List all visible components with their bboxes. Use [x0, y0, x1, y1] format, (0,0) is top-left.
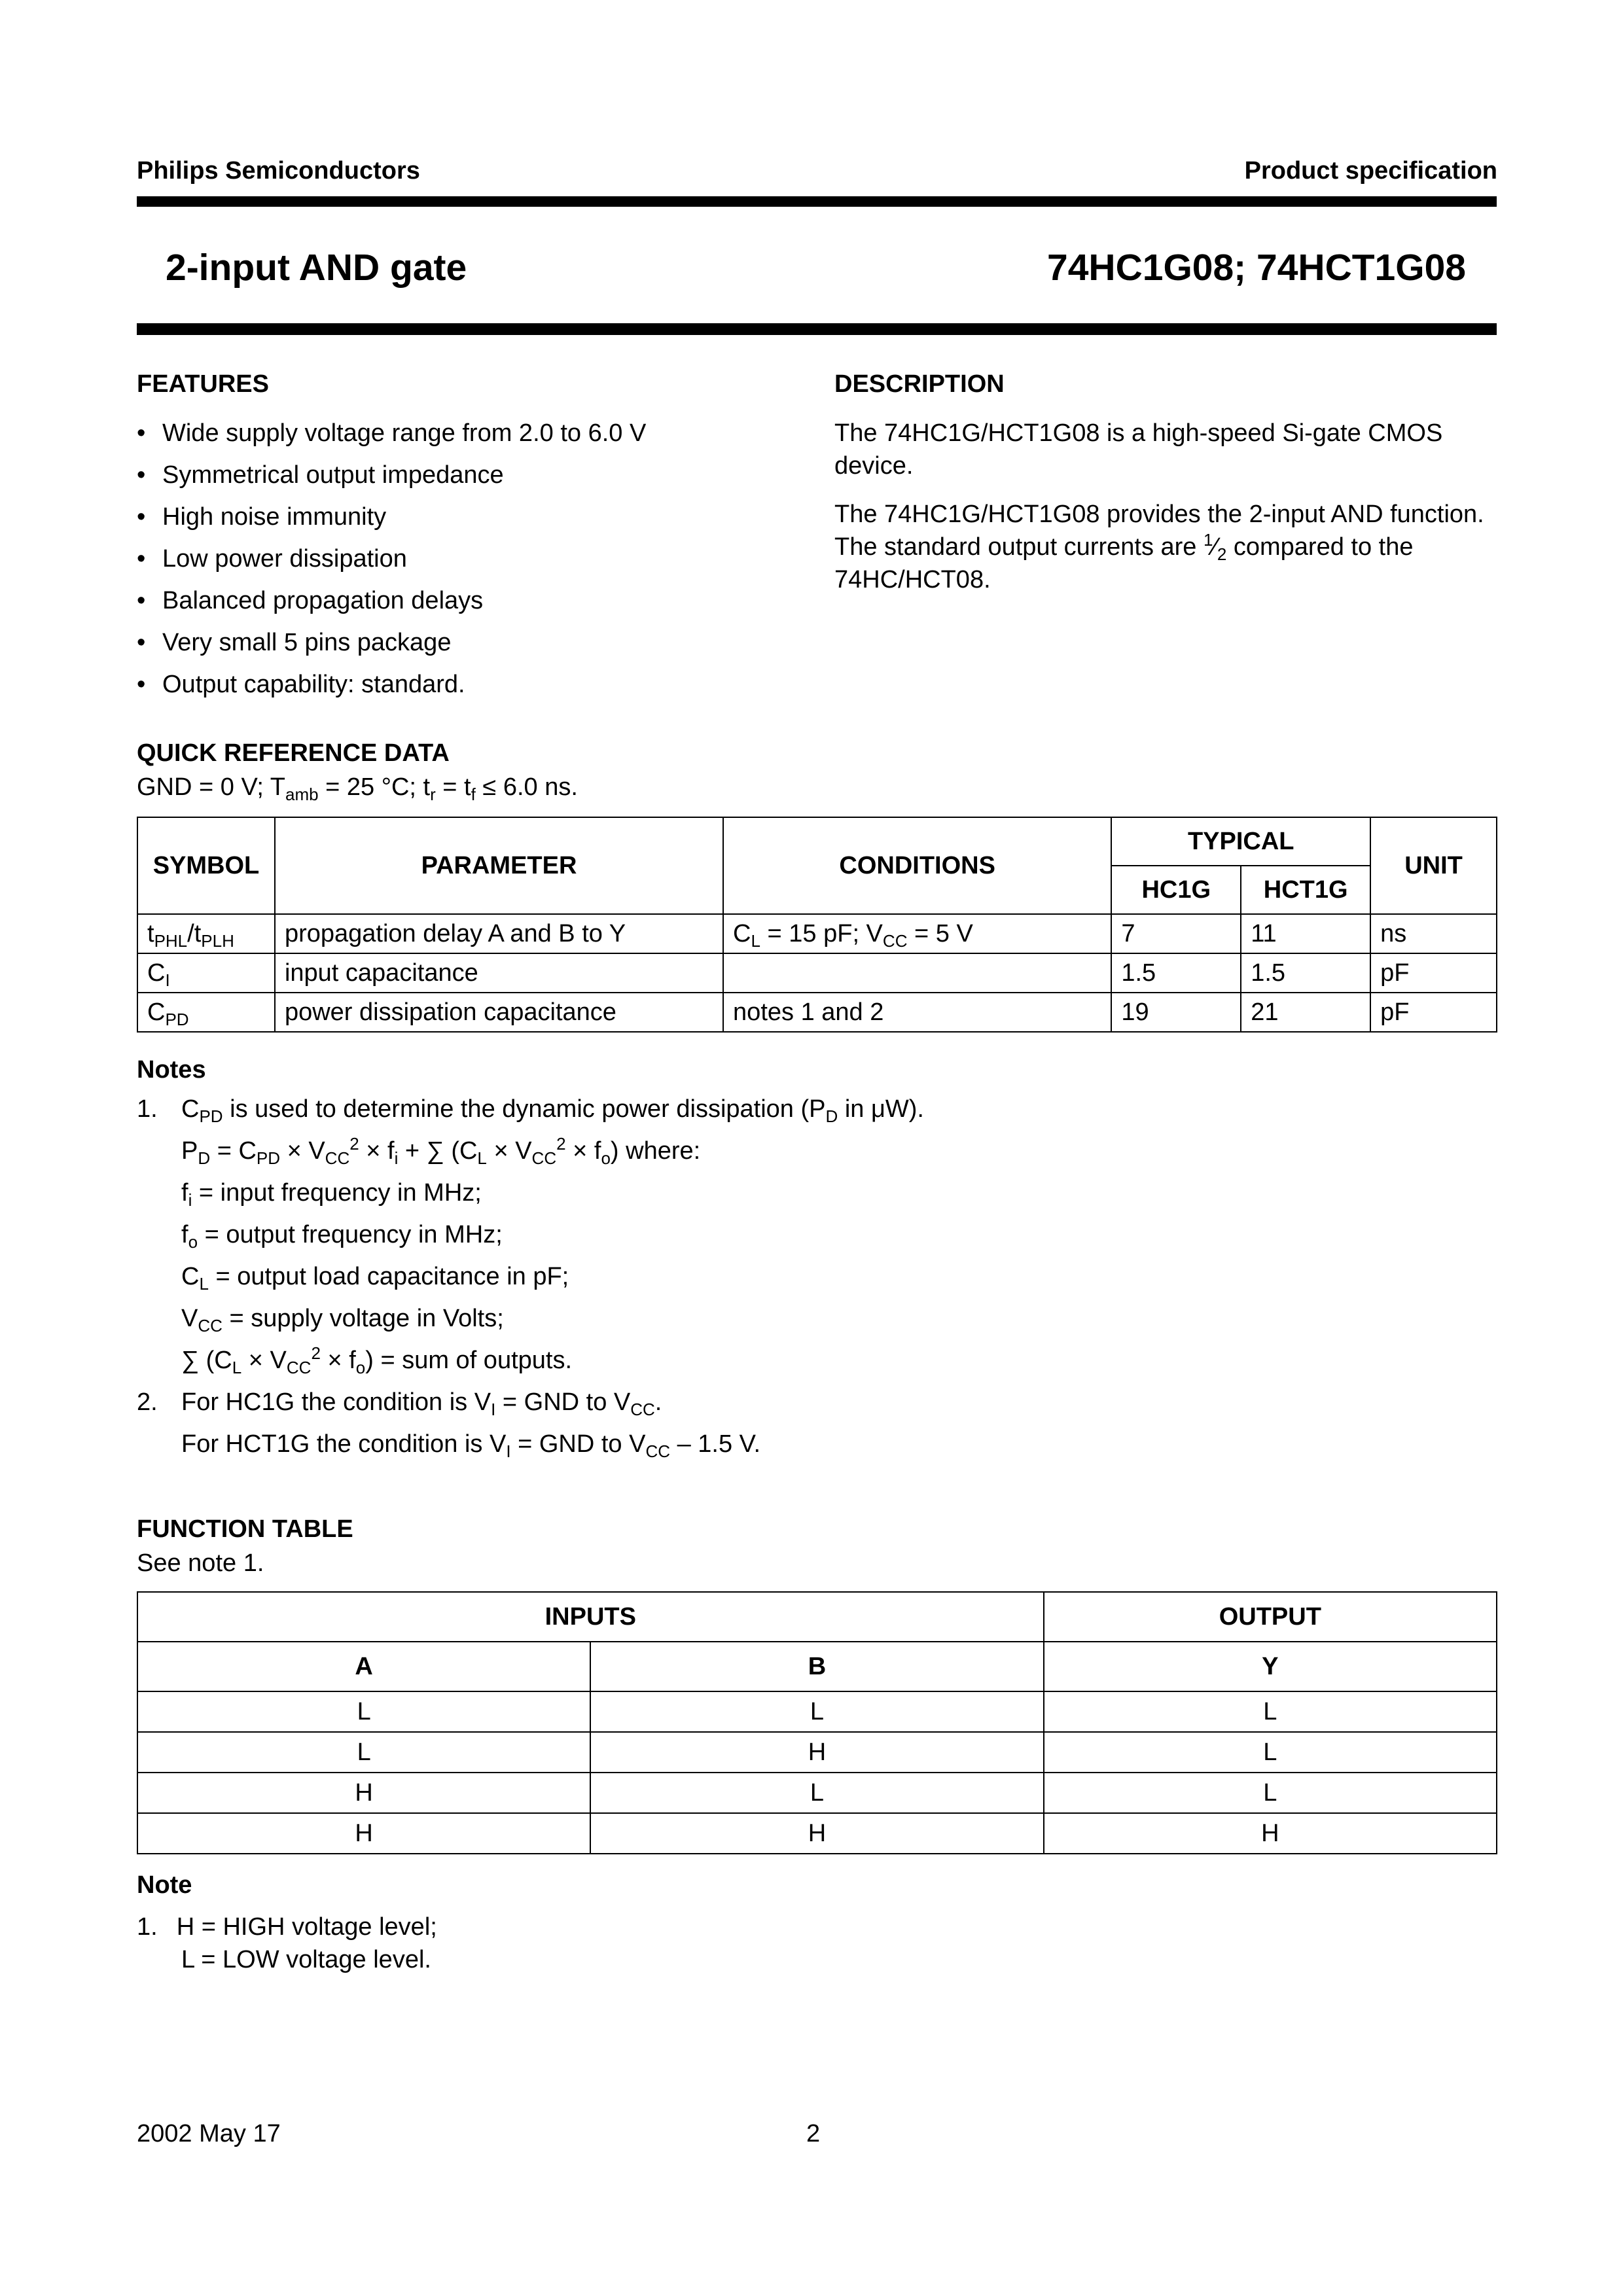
column-header-a: A — [137, 1642, 590, 1691]
description-heading: DESCRIPTION — [834, 370, 1005, 398]
bullet-icon: • — [137, 587, 146, 614]
column-header-b: B — [590, 1642, 1043, 1691]
table-row — [137, 953, 1497, 993]
column-header-conditions: CONDITIONS — [723, 817, 1111, 914]
output-header: OUTPUT — [1044, 1592, 1497, 1642]
notes-heading: Notes — [137, 1056, 206, 1084]
quick-reference-conditions: GND = 0 V; $T_{amb} = 25$ °C; $t_r = t_f \le 6.0$ ns. — [137, 773, 578, 804]
notes-list — [137, 1093, 1380, 1470]
note-2-line-2: For HCT1G the condition is $V_I$ = GND to $V_{CC} - 1.5$ V. — [181, 1430, 761, 1461]
document-type: Product specification — [1244, 157, 1497, 185]
column-header-hct1g: HCT1G — [1241, 866, 1370, 914]
column-header-symbol: SYMBOL — [137, 817, 275, 914]
hc1g-cell: 1.5 — [1111, 953, 1241, 993]
list-item: • Wide supply voltage range from 2.0 to 6.0 V — [137, 417, 791, 450]
title-rule — [137, 323, 1497, 335]
column-header-y: Y — [1044, 1642, 1497, 1691]
column-header-parameter: PARAMETER — [275, 817, 723, 914]
features-section — [137, 370, 791, 710]
note-1-def-cl: $C_L$ = output load capacitance in pF; — [181, 1263, 569, 1294]
bullet-icon: • — [137, 419, 146, 447]
parameter-cell: propagation delay A and B to Y — [275, 914, 723, 953]
note-1-formula: $P_D = C_{PD} \times V_{CC}^2 \times f_i$ + ∑ $(C_L \times V_{CC}^2 \times f_o)$ where: — [181, 1134, 701, 1168]
conditions-cell: $C_L = 15$ pF; $V_{CC} = 5$ V — [723, 914, 1111, 953]
function-table-note-ref: See note 1. — [137, 1549, 264, 1577]
parameter-cell: input capacitance — [275, 953, 723, 993]
quick-reference-heading: QUICK REFERENCE DATA — [137, 739, 450, 767]
note-2-line-1: 2. For HC1G the condition is $V_I$ = GND to $V_{CC}$. — [137, 1388, 662, 1419]
list-item: • Balanced propagation delays — [137, 584, 791, 617]
column-header-hc1g: HC1G — [1111, 866, 1241, 914]
description-paragraph-1: The 74HC1G/HCT1G08 is a high-speed Si-gate CMOS device. — [834, 419, 1443, 480]
hc1g-cell: 7 — [1111, 914, 1241, 953]
inputs-header: INPUTS — [137, 1592, 1044, 1642]
description-paragraph-2: The 74HC1G/HCT1G08 provides the 2-input AND function. The standard output currents are $^1⁄_2$ compared to the 74HC/HCT08. — [834, 501, 1484, 593]
function-table-heading: FUNCTION TABLE — [137, 1515, 353, 1543]
conditions-cell — [723, 953, 1111, 993]
part-numbers: 74HC1G08; 74HCT1G08 — [1047, 247, 1466, 289]
unit-cell: ns — [1370, 914, 1497, 953]
table-row: H H H — [137, 1813, 1497, 1854]
hct1g-cell: 21 — [1241, 993, 1370, 1032]
bullet-icon: • — [137, 503, 146, 531]
list-item: • Symmetrical output impedance — [137, 459, 791, 491]
hct1g-cell: 1.5 — [1241, 953, 1370, 993]
unit-cell: pF — [1370, 953, 1497, 993]
parameter-cell: power dissipation capacitance — [275, 993, 723, 1032]
table-row — [137, 993, 1497, 1032]
note-1-def-sum: ∑ $(C_L \times V_{CC}^2 \times f_o)$ = sum of outputs. — [181, 1343, 573, 1377]
table-row — [137, 914, 1497, 953]
footer-date: 2002 May 17 — [137, 2120, 281, 2147]
list-item: • Very small 5 pins package — [137, 626, 791, 659]
header-rule — [137, 196, 1497, 207]
symbol-cell: $C_I$ — [137, 953, 275, 993]
note-1-def-fo: $f_o$ = output frequency in MHz; — [181, 1221, 503, 1252]
list-item: • Low power dissipation — [137, 542, 791, 575]
conditions-cell: notes 1 and 2 — [723, 993, 1111, 1032]
bullet-icon: • — [137, 629, 146, 656]
features-list — [137, 417, 791, 701]
table-row: L H L — [137, 1732, 1497, 1773]
bullet-icon: • — [137, 545, 146, 573]
symbol-cell: $C_{PD}$ — [137, 993, 275, 1032]
company-name: Philips Semiconductors — [137, 157, 420, 185]
page-title: 2-input AND gate — [166, 247, 467, 289]
note-1-def-vcc: $V_{CC}$ = supply voltage in Volts; — [181, 1305, 504, 1335]
column-header-typical: TYPICAL — [1111, 817, 1370, 866]
features-heading: FEATURES — [137, 370, 269, 398]
unit-cell: pF — [1370, 993, 1497, 1032]
note-1-def-fi: $f_i$ = input frequency in MHz; — [181, 1179, 482, 1210]
function-note-heading: Note — [137, 1871, 192, 1899]
hct1g-cell: 11 — [1241, 914, 1370, 953]
quick-reference-table — [137, 817, 1497, 1033]
list-item: • High noise immunity — [137, 501, 791, 533]
description-section — [834, 370, 1497, 596]
table-row: H L L — [137, 1773, 1497, 1813]
note-1-line-1: 1. $C_{PD}$ is used to determine the dynamic power dissipation ($P_D$ in μW). — [137, 1095, 924, 1126]
symbol-cell: $t_{PHL}/t_{PLH}$ — [137, 914, 275, 953]
table-row: L L L — [137, 1691, 1497, 1732]
function-table — [137, 1591, 1497, 1854]
column-header-unit: UNIT — [1370, 817, 1497, 914]
hc1g-cell: 19 — [1111, 993, 1241, 1032]
bullet-icon: • — [137, 671, 146, 698]
list-item: • Output capability: standard. — [137, 668, 791, 701]
page-number: 2 — [806, 2120, 821, 2147]
bullet-icon: • — [137, 461, 146, 489]
function-note: 1. H = HIGH voltage level; L = LOW voltage level. — [137, 1913, 437, 1973]
